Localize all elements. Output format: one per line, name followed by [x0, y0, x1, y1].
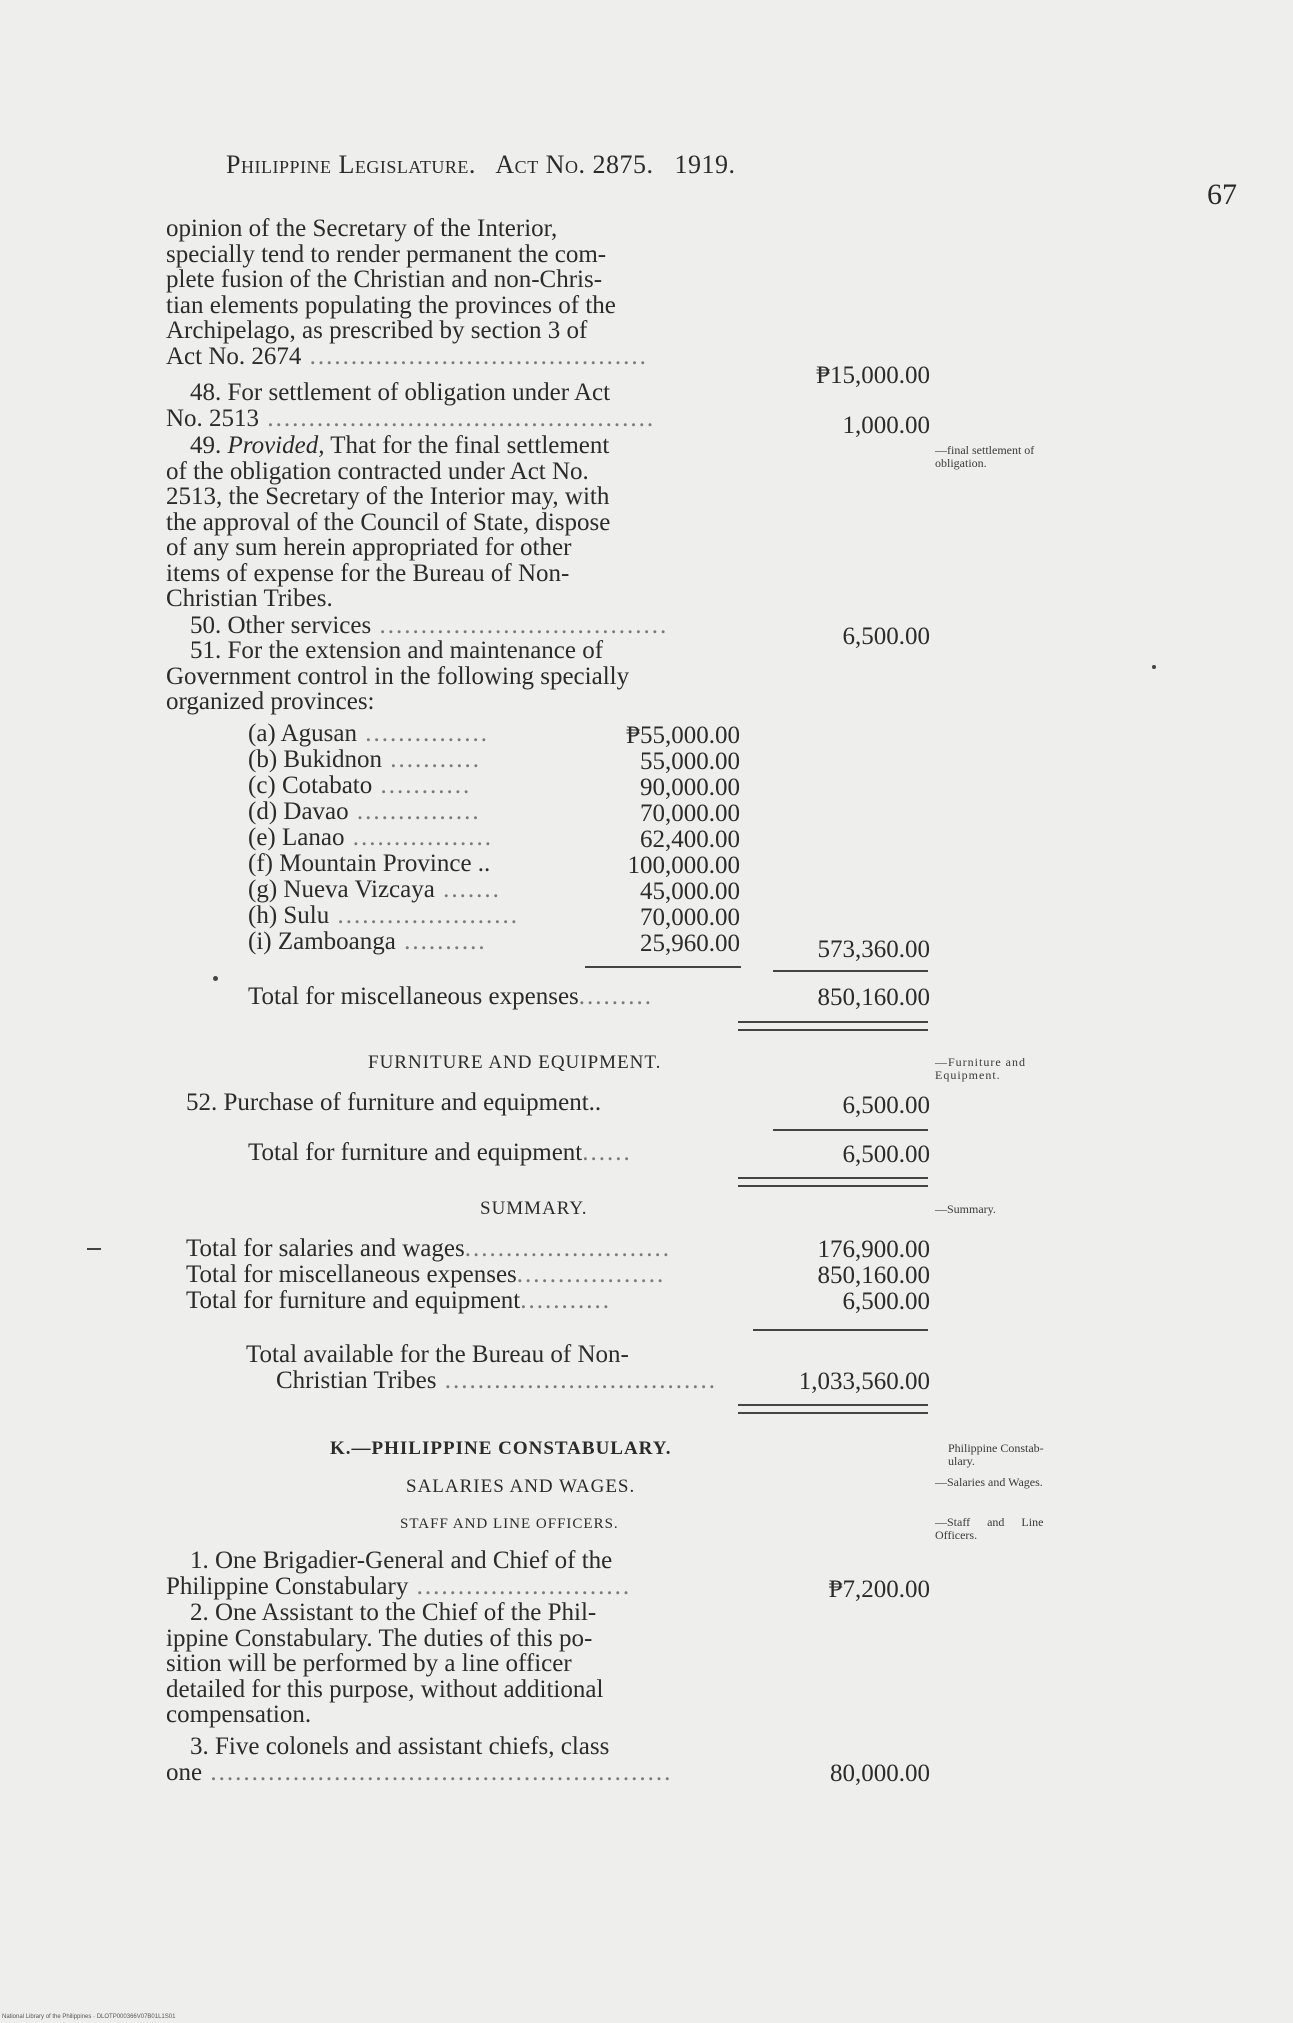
provinces-total: 573,360.00	[817, 936, 930, 963]
header-legislature: Philippine Legislature.	[226, 150, 476, 179]
rule	[585, 966, 741, 968]
misc-total-amount: 850,160.00	[817, 984, 930, 1011]
ink-mark	[87, 1248, 101, 1250]
summary-label: Total for furniture and equipment	[186, 1287, 521, 1314]
summary-amount: 850,160.00	[817, 1262, 930, 1289]
constabulary-item-3-amount: 80,000.00	[830, 1760, 930, 1787]
province-label: (d) Davao	[248, 798, 349, 825]
text-line: 3. Five colonels and assistant chiefs, class	[190, 1733, 610, 1760]
double-rule	[738, 1404, 928, 1414]
misc-total-label: Total for miscellaneous expenses	[248, 983, 579, 1010]
available-amount: 1,033,560.00	[798, 1368, 930, 1395]
margin-note-furniture	[935, 1056, 1135, 1082]
province-amount: 90,000.00	[640, 774, 740, 801]
summary-row: Total for salaries and wages.........................	[186, 1235, 671, 1262]
margin-line: Equipment.	[935, 1068, 1001, 1082]
province-amount: 100,000.00	[627, 852, 740, 879]
province-amount: 55,000.00	[640, 748, 740, 775]
furniture-heading: FURNITURE AND EQUIPMENT.	[368, 1052, 662, 1073]
furniture-item: 52. Purchase of furniture and equipment..	[186, 1089, 602, 1116]
rule	[773, 970, 928, 972]
province-amount: 25,960.00	[640, 930, 740, 957]
province-label: (b) Bukidnon	[248, 746, 383, 773]
province-row: (a) Agusan ...............	[248, 720, 489, 747]
furniture-total-row: Total for furniture and equipment......	[248, 1139, 632, 1166]
misc-total-row: Total for miscellaneous expenses.........	[248, 983, 654, 1010]
province-row: (c) Cotabato ...........	[248, 772, 472, 799]
constabulary-item-1: 1. One Brigadier-General and Chief of the Philippine Constabulary ..........................	[166, 1548, 741, 1599]
province-amount: 62,400.00	[640, 826, 740, 853]
province-label: (e) Lanao	[248, 824, 345, 851]
province-label: (a) Agusan	[248, 720, 357, 747]
summary-amount: 6,500.00	[842, 1288, 930, 1315]
page-number: 67	[1207, 178, 1237, 211]
available-label: Christian Tribes	[276, 1367, 437, 1394]
margin-line: Officers.	[935, 1528, 978, 1542]
paragraph-50: 50. Other services ...................................	[190, 612, 669, 639]
margin-note-final-settlement	[935, 444, 1135, 470]
province-label: (h) Sulu	[248, 902, 330, 929]
summary-row: Total for miscellaneous expenses..................	[186, 1261, 666, 1288]
province-amount: ₱55,000.00	[626, 722, 740, 749]
province-row: (e) Lanao .................	[248, 824, 493, 851]
constabulary-heading: K.—PHILIPPINE CONSTABULARY.	[330, 1438, 672, 1459]
margin-line: —Furniture and	[935, 1055, 1026, 1069]
province-label: (i) Zamboanga	[248, 928, 396, 955]
text-line: Christian Tribes.	[166, 585, 333, 612]
province-row	[248, 850, 490, 878]
constabulary-item-3: 3. Five colonels and assistant chiefs, class one ........................................................	[166, 1734, 741, 1785]
paragraph-49	[166, 433, 741, 612]
constabulary-item-1-amount: ₱7,200.00	[828, 1576, 930, 1603]
rule	[753, 1329, 928, 1331]
summary-amount: 176,900.00	[817, 1236, 930, 1263]
margin-line: ulary.	[948, 1454, 975, 1468]
margin-note-constabulary	[948, 1442, 1148, 1468]
available-line-1: Total available for the Bureau of Non-	[246, 1341, 629, 1368]
province-row: (b) Bukidnon ...........	[248, 746, 482, 773]
text-line: Archipelago, as prescribed by section 3 of	[166, 317, 588, 344]
amount-50: 6,500.00	[842, 623, 930, 650]
paragraph-51	[166, 638, 741, 715]
province-row: (d) Davao ...............	[248, 798, 481, 825]
constabulary-item-2	[166, 1600, 741, 1728]
header-year: 1919.	[674, 150, 736, 179]
text-line: opinion of the Secretary of the Interior,	[166, 215, 558, 242]
rule	[773, 1129, 928, 1131]
text-line: of the obligation contracted under Act No.	[166, 457, 589, 485]
margin-line: obligation.	[935, 456, 987, 470]
text-line: No. 2513	[166, 404, 260, 432]
margin-line: —Staff and Line	[935, 1515, 1044, 1529]
running-header	[226, 150, 735, 180]
text-line: specially tend to render permanent the com-	[166, 240, 607, 268]
text-line: detailed for this purpose, without additional	[166, 1675, 604, 1703]
paragraph-47: opinion of the Secretary of the Interior, specially tend to render permanent the com- plete fusion of the Christian and non-Chris- tian elements populating the provinces of the Archipelago, as prescribed by section 3 of Act No. 2674 .........................................	[166, 216, 741, 369]
salaries-heading: SALARIES AND WAGES.	[406, 1476, 636, 1497]
province-label: (c) Cotabato	[248, 772, 373, 799]
province-row: (i) Zamboanga ..........	[248, 928, 487, 955]
province-amount: 70,000.00	[640, 800, 740, 827]
text-line: plete fusion of the Christian and non-Chris-	[166, 266, 603, 293]
summary-label: Total for miscellaneous expenses	[186, 1261, 517, 1288]
margin-note-salaries: —Salaries and Wages.	[935, 1475, 1043, 1489]
footer-credit: National Library of the Philippines · DLOTP000366V07B01L1S01	[2, 2014, 176, 2020]
double-rule	[738, 1177, 928, 1187]
province-label: (f) Mountain Province ..	[248, 850, 491, 877]
text-line: of any sum herein appropriated for other	[166, 534, 572, 561]
staff-heading: STAFF AND LINE OFFICERS.	[400, 1516, 619, 1532]
summary-row: Total for furniture and equipment...........	[186, 1287, 612, 1314]
province-row: (h) Sulu ......................	[248, 902, 519, 929]
text-line: Act No. 2674	[166, 342, 302, 370]
text-line: 2. One Assistant to the Chief of the Phil-	[190, 1599, 597, 1626]
amount-48: 1,000.00	[842, 412, 930, 439]
margin-note-summary: —Summary.	[935, 1202, 996, 1216]
text-line: 51. For the extension and maintenance of	[190, 637, 604, 664]
text-line: organized provinces:	[166, 688, 375, 715]
text-line: 2513, the Secretary of the Interior may, with	[166, 483, 610, 510]
double-rule	[738, 1021, 928, 1031]
header-act: Act No. 2875.	[495, 150, 654, 179]
amount-47: ₱15,000.00	[816, 362, 930, 389]
text-line: That for the final settlement	[330, 432, 610, 459]
text-line: compensation.	[166, 1701, 312, 1728]
text-line: one	[166, 1758, 203, 1786]
paragraph-48: 48. For settlement of obligation under Act No. 2513 ...............................................	[166, 380, 741, 431]
text-line: sition will be performed by a line officer	[166, 1650, 572, 1677]
text-line: the approval of the Council of State, dispose	[166, 508, 611, 536]
text-line: 1. One Brigadier-General and Chief of the	[190, 1547, 613, 1574]
margin-note-staff	[935, 1516, 1135, 1542]
province-amount: 70,000.00	[640, 904, 740, 931]
para-number: 49.	[190, 432, 222, 459]
text-line: 48. For settlement of obligation under Act	[190, 379, 611, 406]
text-line: ippine Constabulary. The duties of this po-	[166, 1624, 593, 1652]
summary-label: Total for salaries and wages	[186, 1235, 465, 1262]
text-line: Government control in the following specially	[166, 662, 630, 690]
furniture-total-label: Total for furniture and equipment	[248, 1139, 583, 1166]
available-line-2: Christian Tribes .................................	[276, 1367, 717, 1394]
text-line: Philippine Constabulary	[166, 1572, 409, 1600]
italic-word: Provided,	[227, 432, 325, 459]
text-line: items of expense for the Bureau of Non-	[166, 559, 570, 587]
summary-heading: SUMMARY.	[480, 1198, 588, 1219]
margin-line: Philippine Constab-	[948, 1441, 1044, 1455]
province-amount: 45,000.00	[640, 878, 740, 905]
ink-mark	[1152, 665, 1156, 669]
text-line: tian elements populating the provinces of the	[166, 291, 616, 319]
furniture-total-amount: 6,500.00	[842, 1141, 930, 1168]
furniture-item-amount: 6,500.00	[842, 1092, 930, 1119]
province-row: (g) Nueva Vizcaya .......	[248, 876, 501, 903]
margin-line: —final settlement of	[935, 443, 1035, 457]
province-label: (g) Nueva Vizcaya	[248, 876, 435, 903]
text-line: 50. Other services	[190, 612, 372, 639]
ink-mark	[213, 976, 218, 981]
